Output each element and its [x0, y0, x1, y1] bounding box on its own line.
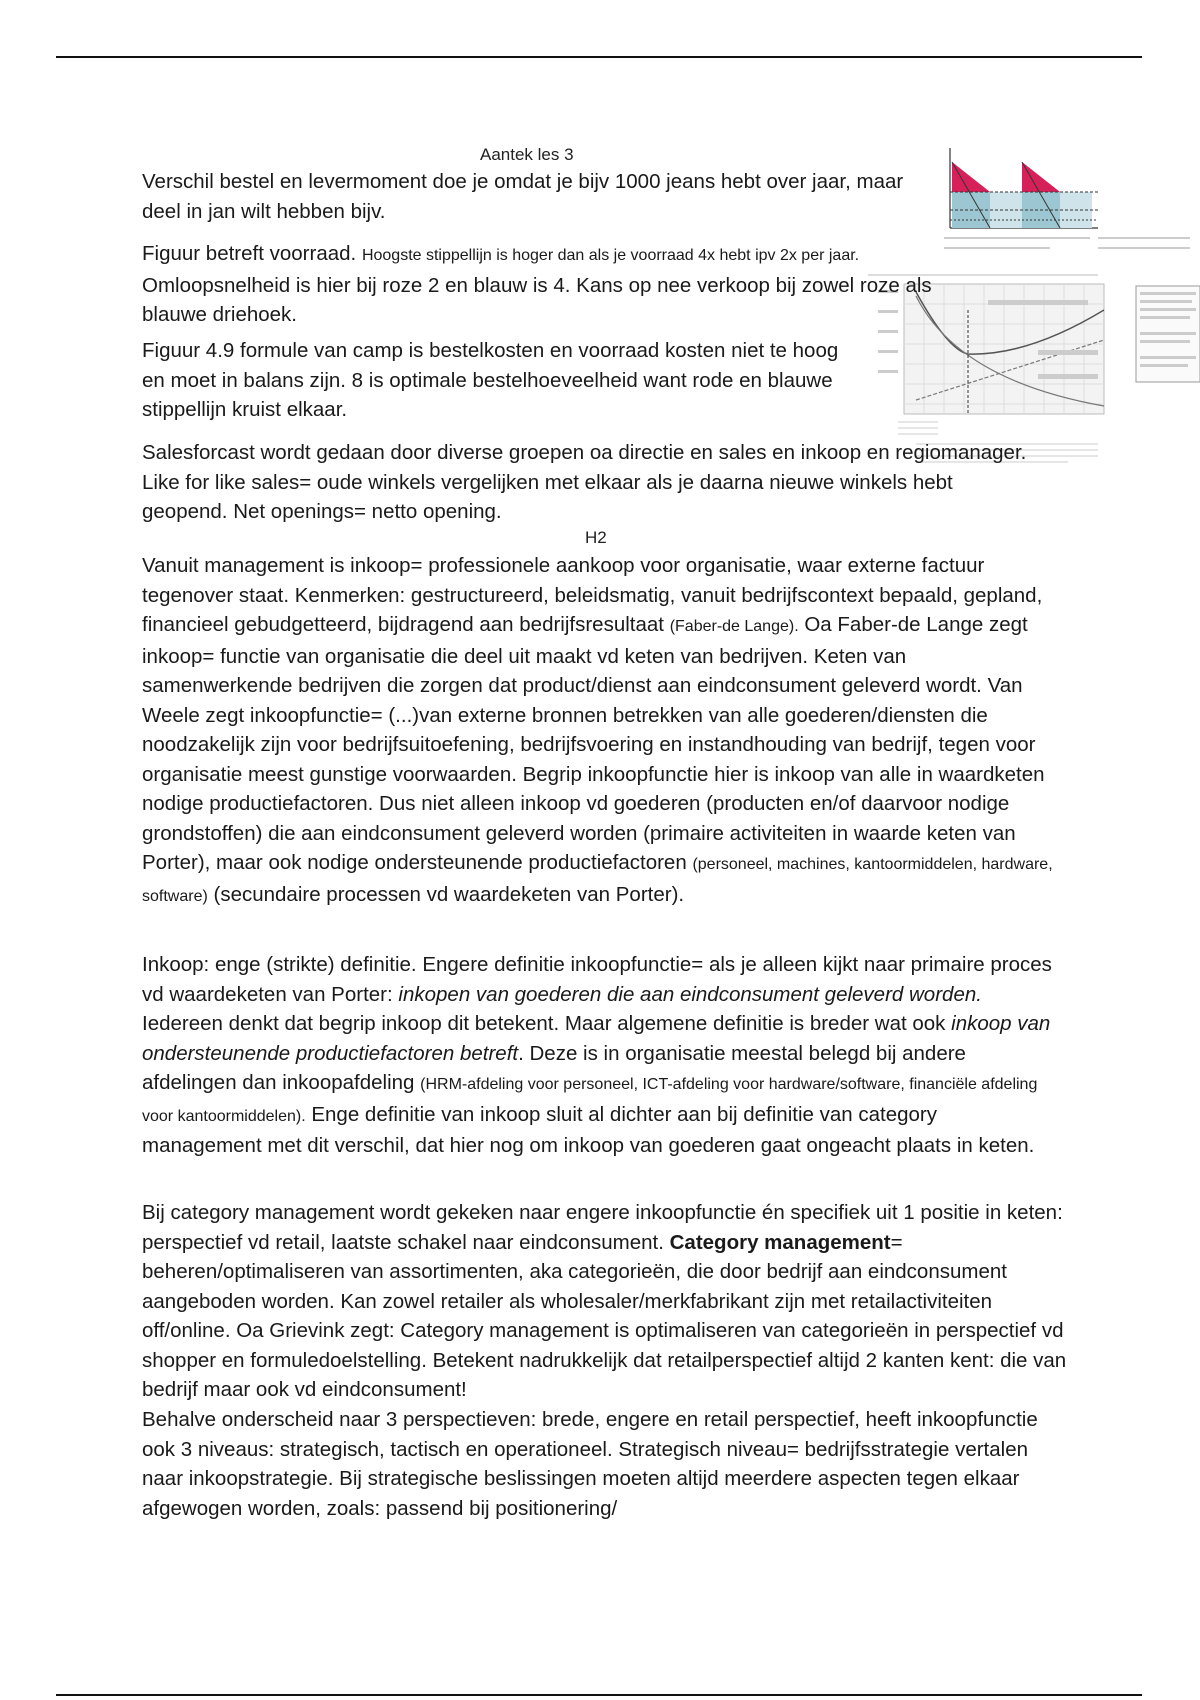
paragraph-enge-definitie [142, 950, 1062, 1161]
paragraph-camp-formula [142, 336, 862, 425]
category-management-term: Category management [669, 1230, 891, 1254]
category-management-definition: = beheren/optimaliseren van assortimenten, aka categorieën, die door bedrijf aan eindconsument aangeboden worden. Kan zowel retailer als wholesaler/merkfabrikant zijn met retailactiviteiten off/online. Oa Grievink zegt: Category management is optimaliseren van categorieën in perspectief vd shopper en formuledoelstelling. Betekent nadrukkelijk dat retailperspectief altijd 2 kanten kent: die van bedrijf maar ook vd eindconsument! [142, 1230, 1067, 1401]
paragraph-salesforecast [142, 438, 1027, 527]
inkoop-definition-more: Oa Faber-de Lange zegt inkoop= functie van organisatie die deel uit maakt vd keten van bedrijven. Keten van samenwerkende bedrijven die zorgen dat product/dienst aan eindconsument geleverd wordt. Van Weele zegt inkoopfunctie= (...)van externe bronnen betrekken van alle goederen/diensten die noodzakelijk zijn voor bedrijfsuitoefening, bedrijfsvoering en instandhouding van bedrijf, tegen voor organisatie meest gunstige voorwaarden. Begrip inkoopfunctie hier is inkoop van alle in waardketen nodige productiefactoren. Dus niet alleen inkoop vd goederen (producten en/of daarvoor nodige grondstoffen) die aan eindconsument geleverd worden (primaire activiteiten in waarde keten van Porter), maar ook nodige ondersteunende productiefactoren [142, 613, 1045, 874]
inventory-figure-text: Omloopsnelheid is hier bij roze 2 en blauw is 4. Kans op nee verkoop bij zowel roze als blauwe driehoek. [142, 273, 932, 326]
enge-definitie-end: Enge definitie van inkoop sluit al dichter aan bij definitie van category management met dit verschil, dat hier nog om inkoop van goederen gaat ongeacht plaats in keten. [142, 1102, 1035, 1157]
paragraph-order-delivery [142, 167, 922, 226]
salesforecast-text: Salesforcast wordt gedaan door diverse groepen oa directie en sales en inkoop en regiomanager. Like for like sales= oude winkels vergelijken met elkaar als je daarna nieuwe winkels hebt geopend. Net openings= netto opening. [142, 441, 1027, 523]
enge-definitie-cont: . Deze is in organisatie meestal belegd bij andere afdelingen dan inkoopafdeling [142, 1041, 966, 1094]
enge-definitie-text: Inkoop: enge (strikte) definitie. Engere definitie inkoopfunctie= als je alleen kijkt naar primaire proces vd waardeketen van Porter: [142, 953, 1052, 1006]
paragraph-inkoop-definition [142, 551, 1062, 911]
camp-formula-text: Figuur 4.9 formule van camp is bestelkosten en voorraad kosten niet te hoog en moet in balans zijn. 8 is optimale bestelhoeveelheid want rode en blauwe stippellijn kruist elkaar. [142, 339, 839, 421]
enge-definitie-more: Iedereen denkt dat begrip inkoop dit betekent. Maar algemene definitie is breder wat ook [142, 1012, 946, 1035]
category-management-text: Bij category management wordt gekeken naar engere inkoopfunctie én specifiek uit 1 positie in keten: perspectief vd retail, laatste schakel naar eindconsument. [142, 1201, 1063, 1254]
inkoop-definition-end: (secundaire processen vd waardeketen van Porter). [213, 882, 685, 906]
page-title: Aantek les 3 [480, 145, 574, 164]
inkoop-definition-examples: (personeel, machines, kantoormiddelen, hardware, software) [142, 856, 1053, 905]
inkoop-definition-text: Vanuit management is inkoop= professionele aankoop voor organisatie, waar externe factuur tegenover staat. Kenmerken: gestructureerd, beleidsmatig, vanuit bedrijfscontext bepaald, gepland, financieel gebudgetteerd, bijdragend aan bedrijfsresultaat [142, 554, 1043, 636]
inkoop-definition-source: (Faber-de Lange). [669, 618, 799, 635]
enge-definitie-departments: (HRM-afdeling voor personeel, ICT-afdeling voor hardware/software, financiële afdeling voor kantoormiddelen). [142, 1076, 1038, 1125]
paragraph-category-management [142, 1198, 1067, 1405]
inventory-figure-note: Hoogste stippellijn is hoger dan als je voorraad 4x hebt ipv 2x per jaar. [361, 247, 860, 264]
inventory-figure [940, 140, 1198, 260]
paragraph-inkoop-niveaus [142, 1405, 1067, 1523]
paragraph-order-delivery-text: Verschil bestel en levermoment doe je omdat je bijv 1000 jeans hebt over jaar, maar deel in jan wilt hebben bijv. [142, 170, 904, 223]
footer-rule [56, 1694, 1142, 1696]
header-rule [56, 56, 1142, 58]
enge-definitie-emphasis: inkopen van goederen die aan eindconsument geleverd worden. [398, 982, 982, 1006]
inkoop-niveaus-text: Behalve onderscheid naar 3 perspectieven: brede, engere en retail perspectief, heeft inkoopfunctie ook 3 niveaus: strategisch, tactisch en operationeel. Strategisch niveau= bedrijfsstrategie vertalen naar inkoopstrategie. Bij strategische beslissingen moeten altijd meerdere aspecten tegen elkaar afgewogen worden, zoals: passend bij positionering/ [142, 1408, 1038, 1520]
inventory-figure-lead: Figuur betreft voorraad. [142, 242, 357, 265]
paragraph-inventory-figure [142, 239, 937, 330]
section-heading-h2: H2 [585, 528, 607, 547]
enge-definitie-emphasis-2: inkoop van ondersteunende productiefactoren betreft [142, 1012, 1051, 1065]
